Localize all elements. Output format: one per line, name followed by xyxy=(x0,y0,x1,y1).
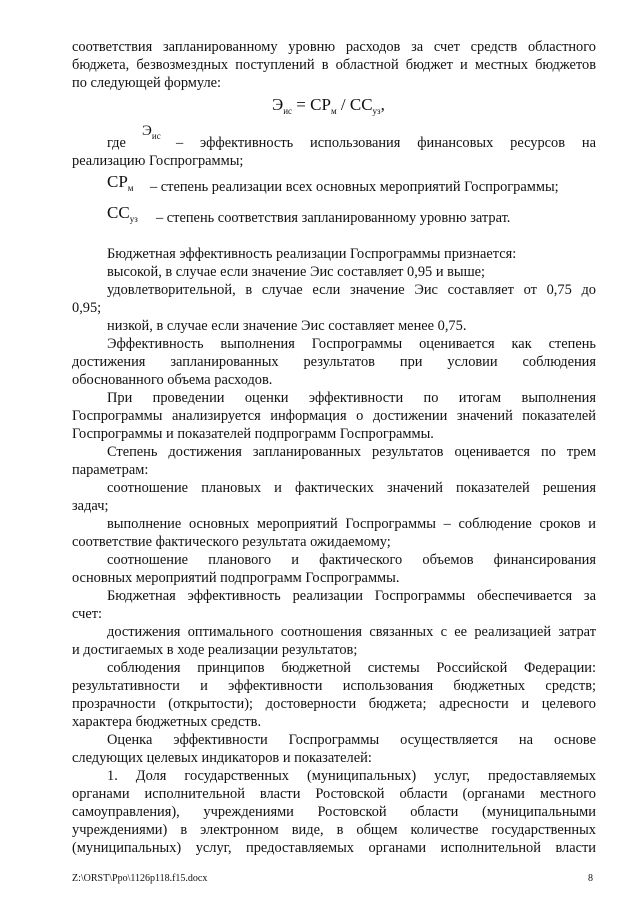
text-line: и достигаемых в ходе реализации результатов; xyxy=(72,642,358,658)
text-line: Бюджетная эффективность реализации Госпрограммы признается: xyxy=(107,246,517,262)
text-line: – эффективность использования финансовых ресурсов на xyxy=(176,135,596,151)
text-line: следующих целевых индикаторов и показателей: xyxy=(72,750,372,766)
text-line: соотношение плановых и фактических значений показателей решения xyxy=(107,480,596,496)
symbol-e-is: $Э_{ис}$ xyxy=(142,123,161,141)
text-line: удовлетворительной, в случае если значение Эис составляет от 0,75 до xyxy=(107,282,596,298)
symbol-sr-m: $СР_м$ xyxy=(107,172,134,193)
text-line: реализацию Госпрограммы; xyxy=(72,153,244,169)
text-line: параметрам: xyxy=(72,462,149,478)
text-line: учреждениями) в электронном виде, в общем количестве государственных xyxy=(72,822,596,838)
text-line: прозрачности (открытости); достоверности бюджета; адресности и целевого xyxy=(72,696,596,712)
text-line: соответствие фактического результата ожидаемому; xyxy=(72,534,391,550)
text-line: обоснованного объема расходов. xyxy=(72,372,273,388)
text-line: высокой, в случае если значение Эис составляет 0,95 и выше; xyxy=(107,264,486,280)
page-number: 8 xyxy=(588,873,593,884)
footer-file-path: Z:\ORST\Ppo\1126p118.f15.docx xyxy=(72,873,208,884)
text-line: низкой, в случае если значение Эис составляет менее 0,75. xyxy=(107,318,467,334)
text-line: задач; xyxy=(72,498,109,514)
text-line: (муниципальных) услуг, предоставляемых органами исполнительной власти xyxy=(72,840,596,856)
text-line: счет: xyxy=(72,606,103,622)
text-line: Бюджетная эффективность реализации Госпрограммы обеспечивается за xyxy=(107,588,596,604)
text-line: достижения запланированных результатов при условии соблюдения xyxy=(72,354,596,370)
text-line: Госпрограммы анализируется информация о достижении значений показателей xyxy=(72,408,596,424)
text-line: Госпрограммы и показателей подпрограмм Госпрограммы. xyxy=(72,426,434,442)
text-line: Эффективность выполнения Госпрограммы оценивается как степень xyxy=(107,336,596,352)
text-line: самоуправления), учреждениями Ростовской области (муниципальными xyxy=(72,804,596,820)
efficiency-formula: $Э_{ис} = СР_м / СС_{уз}$, xyxy=(272,95,385,116)
text-line: – степень соответствия запланированному уровню затрат. xyxy=(156,210,511,226)
text-line: Оценка эффективности Госпрограммы осуществляется на основе xyxy=(107,732,596,748)
where-label: где xyxy=(107,135,126,151)
text-line: При проведении оценки эффективности по итогам выполнения xyxy=(107,390,596,406)
text-line: достижения оптимального соотношения связанных с ее реализацией затрат xyxy=(107,624,596,640)
text-line: бюджета, безвозмездных поступлений в областной бюджет и местных бюджетов xyxy=(72,57,596,73)
symbol-ss-uz: $СС_{уз}$ xyxy=(107,203,138,224)
text-line: выполнение основных мероприятий Госпрограммы – соблюдение сроков и xyxy=(107,516,596,532)
text-line: характера бюджетных средств. xyxy=(72,714,262,730)
text-line: по следующей формуле: xyxy=(72,75,222,91)
text-line: соотношение планового и фактического объемов финансирования xyxy=(107,552,596,568)
text-line: Степень достижения запланированных результатов оценивается по трем xyxy=(107,444,596,460)
text-line: результативности и эффективности использования бюджетных средств; xyxy=(72,678,596,694)
text-line: соответствия запланированному уровню расходов за счет средств областного xyxy=(72,39,596,55)
text-line: соблюдения принципов бюджетной системы Российской Федерации: xyxy=(107,660,596,676)
text-line: основных мероприятий подпрограмм Госпрограммы. xyxy=(72,570,400,586)
text-line: – степень реализации всех основных мероприятий Госпрограммы; xyxy=(150,179,559,195)
text-line: 1. Доля государственных (муниципальных) услуг, предоставляемых xyxy=(107,768,596,784)
text-line: органами исполнительной власти Ростовской области (органами местного xyxy=(72,786,596,802)
text-line: 0,95; xyxy=(72,300,102,316)
